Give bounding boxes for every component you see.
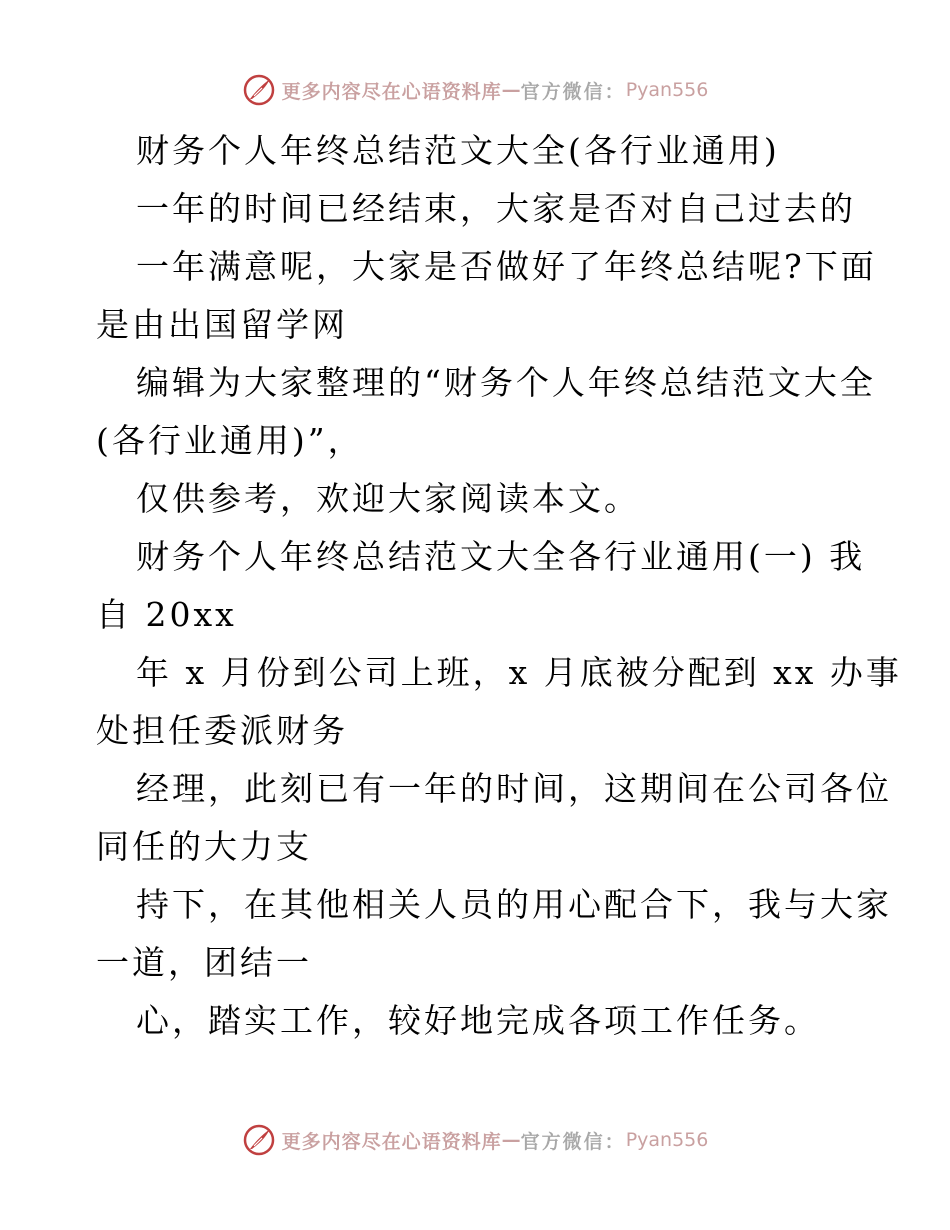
- watermark-official: 官方微信：: [520, 80, 626, 103]
- text-line: 处担任委派财务: [96, 711, 348, 750]
- text-line: 同任的大力支: [96, 827, 312, 866]
- text-line: 仅供参考，欢迎大家阅读本文。: [136, 479, 640, 518]
- header-watermark: [0, 70, 950, 110]
- watermark-id: Pyan556: [625, 79, 709, 101]
- watermark-dash: —: [501, 79, 521, 101]
- text-line: 心，踏实工作，较好地完成各项工作任务。: [136, 1001, 820, 1040]
- watermark-brand: 更多内容尽在心语资料库: [281, 80, 502, 103]
- text-line: 是由出国留学网: [96, 305, 348, 344]
- text-line: 经理，此刻已有一年的时间，这期间在公司各位: [136, 769, 892, 808]
- text-line: 一年的时间已经结束，大家是否对自己过去的: [136, 189, 856, 228]
- footer-watermark: [0, 1120, 950, 1160]
- watermark-dash: —: [501, 1129, 521, 1151]
- text-line: 编辑为大家整理的“财务个人年终总结范文大全: [136, 363, 876, 402]
- feather-logo-icon: [242, 1123, 276, 1157]
- document-body: [96, 122, 902, 1050]
- watermark-id: Pyan556: [625, 1129, 709, 1151]
- text-line: 持下，在其他相关人员的用心配合下，我与大家: [136, 885, 892, 924]
- doc-title-line: 财务个人年终总结范文大全(各行业通用): [136, 131, 780, 170]
- feather-logo-icon: [242, 73, 276, 107]
- watermark-official: 官方微信：: [520, 1130, 626, 1153]
- text-line: 一年满意呢，大家是否做好了年终总结呢?下面: [136, 247, 877, 286]
- text-line: 财务个人年终总结范文大全各行业通用(一) 我: [136, 537, 866, 576]
- watermark-brand: 更多内容尽在心语资料库: [281, 1130, 502, 1153]
- text-line: 自 20xx: [96, 595, 237, 634]
- text-line: 一道，团结一: [96, 943, 312, 982]
- text-line: 年 x 月份到公司上班，x 月底被分配到 xx 办事: [136, 653, 902, 692]
- text-line: (各行业通用)”，: [96, 421, 364, 460]
